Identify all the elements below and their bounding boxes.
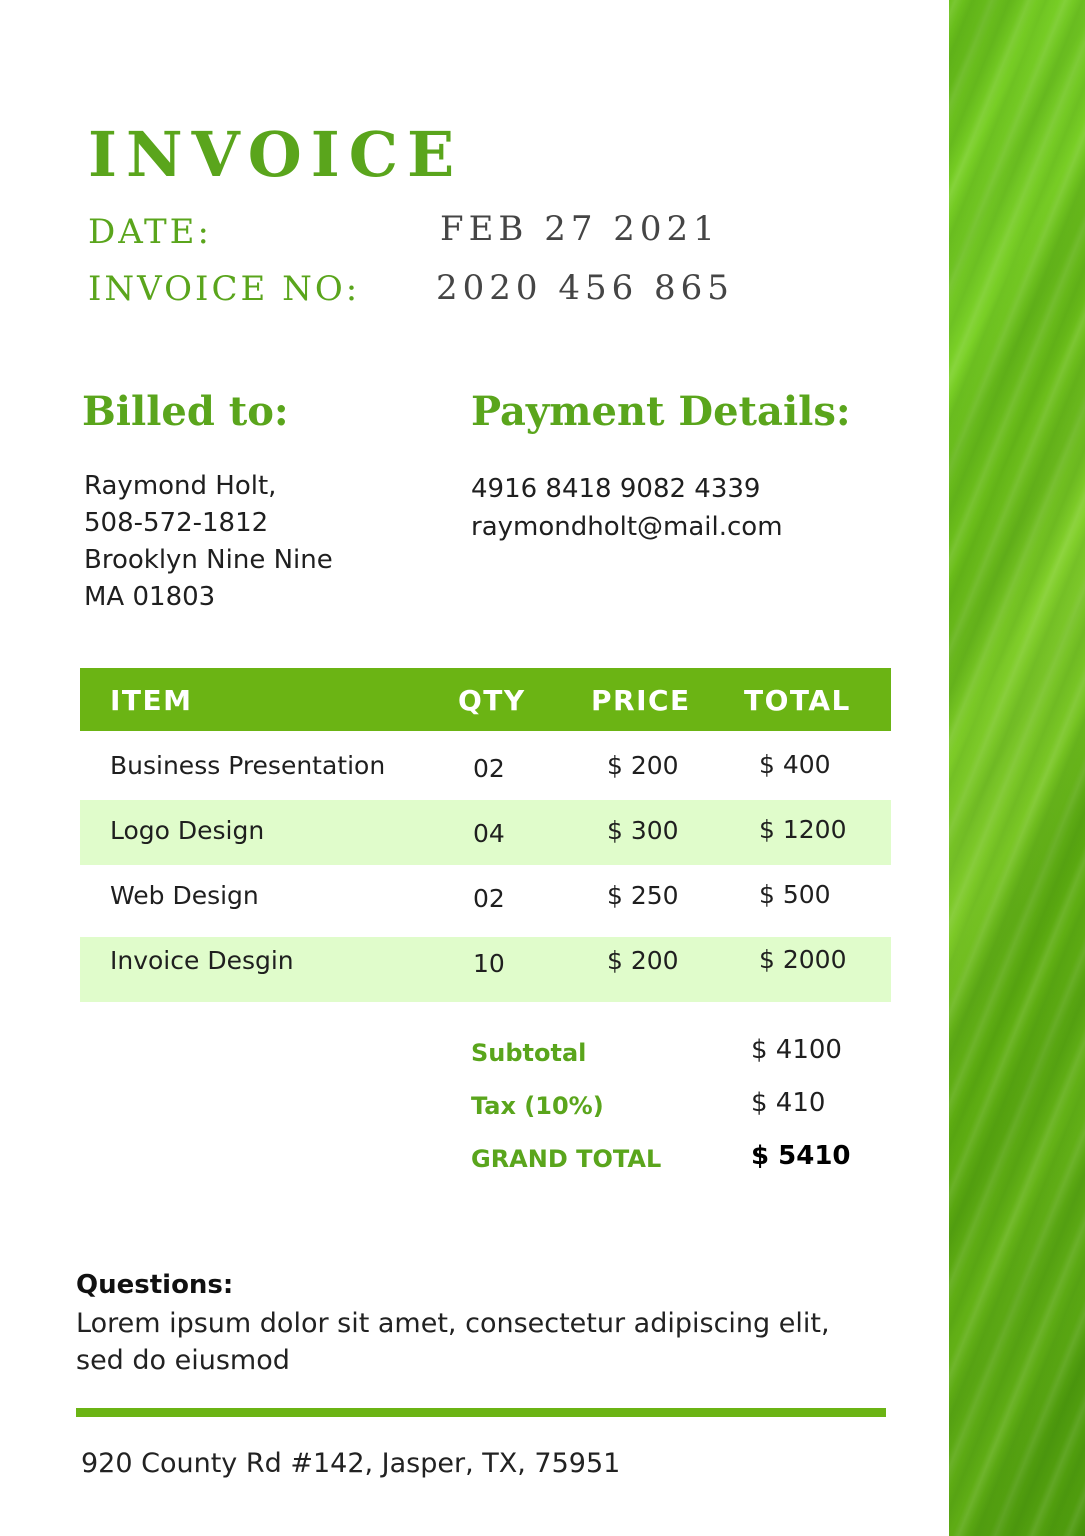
column-header-price: PRICE — [591, 684, 691, 717]
billed-to-phone: 508-572-1812 — [84, 508, 269, 538]
subtotal-label: Subtotal — [471, 1039, 587, 1067]
payment-email: raymondholt@mail.com — [471, 512, 783, 542]
footer-address: 920 County Rd #142, Jasper, TX, 75951 — [81, 1448, 621, 1479]
billed-to-block — [84, 468, 333, 616]
decorative-leaf-panel — [949, 0, 1085, 1536]
table-row — [80, 865, 891, 937]
billed-to-company: Brooklyn Nine Nine — [84, 545, 333, 575]
date-label: DATE: — [88, 212, 212, 252]
item-qty: 10 — [473, 949, 505, 978]
item-name: Logo Design — [110, 816, 265, 845]
grand-total-label: GRAND TOTAL — [471, 1145, 662, 1173]
tax-row — [471, 1088, 871, 1141]
totals-block — [471, 1035, 871, 1194]
invoice-no-value: 2020 456 865 — [436, 268, 734, 308]
subtotal-value: $ 4100 — [751, 1035, 842, 1065]
column-header-item: ITEM — [110, 684, 193, 717]
item-qty: 02 — [473, 884, 505, 913]
payment-details-title: Payment Details: — [471, 388, 851, 435]
item-name: Web Design — [110, 881, 259, 910]
footer-divider — [76, 1408, 886, 1417]
table-row — [80, 800, 891, 865]
invoice-no-label: INVOICE NO: — [88, 269, 361, 309]
payment-details-block — [471, 470, 783, 546]
item-price: $ 200 — [607, 946, 679, 975]
item-name: Business Presentation — [110, 751, 386, 780]
tax-value: $ 410 — [751, 1088, 826, 1118]
column-header-total: TOTAL — [744, 684, 851, 717]
column-header-qty: QTY — [458, 684, 526, 717]
table-header — [80, 668, 891, 731]
tax-label: Tax (10%) — [471, 1092, 604, 1120]
billed-to-name: Raymond Holt, — [84, 471, 277, 501]
item-qty: 04 — [473, 819, 505, 848]
questions-title: Questions: — [76, 1270, 234, 1300]
item-total: $ 500 — [759, 880, 831, 909]
item-total: $ 1200 — [759, 815, 847, 844]
item-total: $ 2000 — [759, 945, 847, 974]
item-qty: 02 — [473, 754, 505, 783]
card-number: 4916 8418 9082 4339 — [471, 474, 761, 504]
billed-to-title: Billed to: — [82, 388, 289, 435]
grand-total-row — [471, 1141, 871, 1194]
item-price: $ 200 — [607, 751, 679, 780]
item-price: $ 300 — [607, 816, 679, 845]
table-row — [80, 731, 891, 800]
item-total: $ 400 — [759, 750, 831, 779]
billed-to-state-zip: MA 01803 — [84, 582, 216, 612]
table-row — [80, 937, 891, 1002]
subtotal-row — [471, 1035, 871, 1088]
item-name: Invoice Desgin — [110, 946, 294, 975]
item-price: $ 250 — [607, 881, 679, 910]
invoice-title: INVOICE — [88, 118, 464, 191]
questions-body: Lorem ipsum dolor sit amet, consectetur adipiscing elit, sed do eiusmod — [76, 1308, 830, 1376]
date-value: FEB 27 2021 — [440, 209, 720, 249]
grand-total-value: $ 5410 — [751, 1141, 851, 1171]
items-table — [80, 668, 891, 1002]
